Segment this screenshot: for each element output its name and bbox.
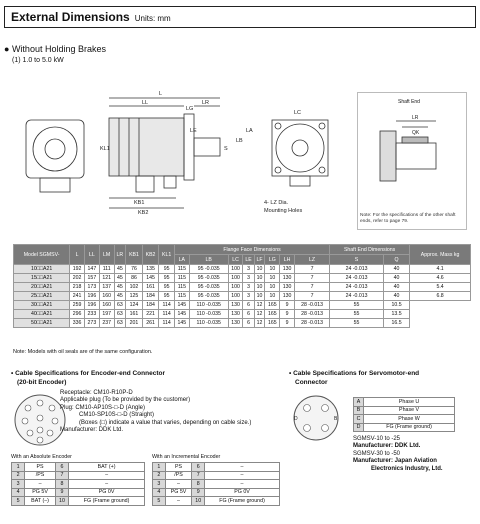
pin-row: 4 PG 5V 9 PG 0V [12,488,145,497]
inc-encoder-title: With an Incremental Encoder [152,454,221,460]
th-shaft: Shaft End Dimensions [330,245,410,255]
servo-subtitle: Connector [295,379,328,386]
svg-text:D: D [294,416,298,422]
label-LC: LC [294,110,302,116]
dimension-table: Model SGMSV- L LL LM LR KB1 KB2 KL1 Flange Face Dimensions Shaft End Dimensions Approx. Mass kg LA LB LC LE LF LG LH LZ S Q 10□□A21 192 147 111 45 76 135 95 115 95 -0.035 100 3 10 10 130 7 24 -0.013 40 4.1 15□□A21 202 157 121 45 86 145 95 115 95 -0.035 100 3 10 10 130 7 24 -0.013 40 4.6 20□□A21 218 173 137 45 102 161 95 115 95 -0.035 100 3 10 10 130 7 24 -0.013 40 5.4 25□□A21 241 196 160 45 125 184 95 115 95 -0.035 100 3 10 10 130 7 24 -0.013 40 6.8 30□□A21 259 196 160 63 124 184 114 145 110 -0.035 130 6 12 165 9 28 -0.013 55 10.5 40□□A21 296 233 197 63 161 221 114 145 110 -0.035 130 6 12 165 9 28 -0.013 55 13.5 50□□A21 336 273 237 63 201 261 114 145 110 -0.035 130 6 12 165 9 28 -0.013 55 16.5 [13,244,471,328]
label-KB1: KB1 [134,200,145,206]
section-subtitle: (1) 1.0 to 5.0 kW [12,57,64,64]
th-model: Model SGMSV- [14,245,70,265]
table-row: 25□□A21 241 196 160 45 125 184 95 115 95 -0.035 100 3 10 10 130 7 24 -0.013 40 6.8 [14,292,471,301]
svg-text:Mounting Holes: Mounting Holes [264,208,303,214]
pin-row: 1 PS 6 BAT (+) [12,463,145,472]
label-LE: LE [190,128,197,134]
pin-row: 2 /PS 7 – [153,471,280,480]
page-title: External Dimensions [11,10,130,24]
label-KB2: KB2 [138,210,149,216]
encoder-title: • Cable Specifications for Encoder-end Connector [11,370,165,377]
pin-row: 4 PG 5V 9 PG 0V [153,488,280,497]
page-header [4,6,476,28]
svg-text:QK: QK [412,130,420,136]
abs-encoder-pin-table [11,462,145,506]
servo-specs: SGMSV-10 to -25 Manufacturer: DDK Ltd. SGMSV-30 to -50 Manufacturer: Japan Aviation Electronics Industry, Ltd. [353,436,443,472]
table-row: 30□□A21 259 196 160 63 124 184 114 145 110 -0.035 130 6 12 165 9 28 -0.013 55 10.5 [14,301,471,310]
label-LA: LA [246,128,253,134]
table-row: 40□□A21 296 233 197 63 161 221 114 145 110 -0.035 130 6 12 165 9 28 -0.013 55 13.5 [14,310,471,319]
encoder-subtitle: (20-bit Encoder) [17,379,67,386]
shaft-end-drawing [366,107,460,197]
table-row: 50□□A21 336 273 237 63 201 261 114 145 110 -0.035 130 6 12 165 9 28 -0.013 55 16.5 [14,319,471,328]
section-title: ● Without Holding Brakes [4,44,106,54]
pin-row: 2 /PS 7 – [12,471,145,480]
label-mounting-holes: 4- LZ Dia. [264,200,289,206]
abs-encoder-title: With an Absolute Encoder [11,454,72,460]
dimension-drawing [14,80,349,220]
shaft-end-title: Shaft End [398,99,420,105]
label-LB: LB [236,138,243,144]
servo-connector-diagram [289,392,343,444]
table-row: 15□□A21 202 157 121 45 86 145 95 115 95 -0.035 100 3 10 10 130 7 24 -0.013 40 4.6 [14,274,471,283]
pin-row: 3 – 8 – [12,480,145,489]
pin-row: 5 – 10 FG (Frame ground) [153,497,280,506]
pin-row: A Phase U [354,398,455,407]
pin-row: 5 BAT (–) 10 FG (Frame ground) [12,497,145,506]
units-label: Units: mm [134,14,171,23]
table-row: 20□□A21 218 173 137 45 102 161 95 115 95 -0.035 100 3 10 10 130 7 24 -0.013 40 5.4 [14,283,471,292]
label-LR: LR [202,100,210,106]
pin-row: 1 PS 6 – [153,463,280,472]
svg-text:LR: LR [412,115,419,121]
table-row: 10□□A21 192 147 111 45 76 135 95 115 95 -0.035 100 3 10 10 130 7 24 -0.013 40 4.1 [14,265,471,274]
pin-row: 3 – 8 – [153,480,280,489]
label-KL1: KL1 [100,146,110,152]
shaft-end-note: Note: For the specifications of the other shaft ends, refer to page 79. [360,213,456,224]
label-S: S [224,146,228,152]
label-LL: LL [142,100,149,106]
servo-title: • Cable Specifications for Servomotor-end [289,370,420,377]
th-mass: Approx. Mass kg [410,245,471,265]
inc-encoder-pin-table [152,462,280,506]
shaft-end-panel [357,92,467,230]
table-note: Note: Models with oil seals are of the same configuration. [13,349,153,355]
label-L: L [159,91,163,97]
label-LG: LG [186,106,194,112]
svg-text:B: B [334,416,338,422]
pin-row: B Phase V [354,406,455,415]
th-flange: Flange Face Dimensions [174,245,329,255]
pin-row: D FG (Frame ground) [354,423,455,432]
encoder-specs: Receptacle: CM10-R10P-D Applicable plug (To be provided by the customer) Plug: CM10-AP10S-□-D (Angle) CM10-SP10S-□-D (Straight) (Boxes (□) indicate a value that varies, depending on cable size.) Manufacturer: DDK Ltd. [60,390,252,434]
pin-row: C Phase W [354,415,455,424]
servo-pin-table [353,397,455,432]
